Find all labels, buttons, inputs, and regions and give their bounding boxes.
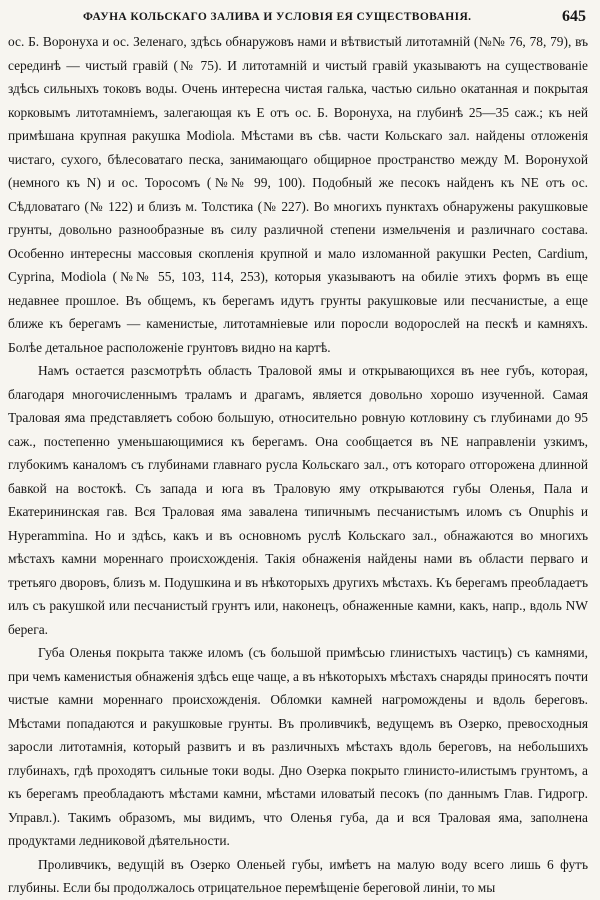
- page-number: 645: [562, 8, 586, 25]
- paragraph-continued: ос. Б. Воронуха и ос. Зеленаго, здѣсь обнаружовъ нами и вѣтвистый литотамній (№№ 76, 78, 79), въ серединѣ — чистый гравій (№ 75). И литотамній и чистый гравій указываютъ на существованіе здѣсь сильныхъ токовъ воды. Очень интересна чистая галька, частью сильно окатанная и покрытая корковымъ литотамніемъ, залегающая къ Е отъ ос. Б. Воронуха, на глубинѣ 25—35 саж.; къ ней примѣшана крупная ракушка Modiola. Мѣстами въ сѣв. части Кольскаго зал. найдены отложенія чистаго, сухого, бѣлесоватаго песка, занимающаго общирное пространство между М. Воронухой (немного къ N) и ос. Торосомъ (№№ 99, 100). Подобный же песокъ найденъ къ NE отъ ос. Сѣдловатаго (№ 122) и близъ м. Толстика (№ 227). Во многихъ пунктахъ обнаружены ракушковые грунты, довольно разнообразные въ силу различной степени измельченія и различнаго состава. Особенно интересны массовыя скопленія крупной и мало изломанной ракушки Pecten, Cardium, Cyprina, Modiola (№№ 55, 103, 114, 253), которыя указываютъ на обиліе этихъ формъ въ еще недавнее прошлое. Въ общемъ, къ берегамъ идутъ грунты ракушковые или песчанистые, а еще ближе къ берегамъ — каменистые, литотамніевые или поросли водорослей на пескѣ и камняхъ. Болѣе детальное расположеніе грунтовъ видно на картѣ.: [8, 34, 588, 355]
- paragraph-tralovaya-yama: Намъ остается разсмотрѣть область Траловой ямы и открывающихся въ нее губъ, которая, благодаря многочисленнымъ траламъ и драгамъ, является довольно хорошо изученной. Самая Траловая яма представляетъ собою большую, относительно ровную котловину съ глубинами до 95 саж., постепенно уменьшающимися къ берегамъ. Она сообщается въ NE направленіи узкимъ, глубокимъ каналомъ съ глубинами главнаго русла Кольскаго зал., отъ котораго отгорожена длинной бавкой на востокѣ. Съ запада и юга въ Траловую яму открываются губы Оленья, Пала и Екатерининская гав. Вся Траловая яма завалена типичнымъ песчанистымъ иломъ съ Onuphis и Hyperammina. Но и здѣсь, какъ и въ основномъ руслѣ Кольскаго зал., обнажаются во многихъ мѣстахъ камни мореннаго происхожденія. Такія обнаженія найдены нами въ области перваго и третьяго дворовъ, близъ м. Подушкина и въ нѣкоторыхъ другихъ мѣстахъ. Къ берегамъ преобладаетъ илъ съ ракушкой или песчанистый грунтъ или, наконецъ, обнаженные камни, какъ, напр., вдоль NW берега.: [8, 363, 588, 637]
- running-title: ФАУНА КОЛЬСКАГО ЗАЛИВА И УСЛОВІЯ ЕЯ СУЩЕСТВОВАНІЯ.: [83, 11, 472, 23]
- paragraph-prolivchik: Проливчикъ, ведущій въ Озерко Оленьей губы, имѣетъ на малую воду всего лишь 6 футъ глубины. Если бы продолжалось отрицательное перемѣщеніе береговой линіи, то мы: [8, 856, 588, 895]
- page-body: [8, 30, 588, 900]
- paragraph-guba-olenya: Губа Оленья покрыта также иломъ (съ большой примѣсью глинистыхъ частицъ) съ камнями, при чемъ каменистыя обнаженія здѣсь еще чаще, а въ нѣкоторыхъ мѣстахъ снаряды приносятъ почти чистые камни мореннаго происхожденія. Обломки камней нагромождены и вдоль береговъ. Мѣстами попадаются и ракушковые грунты. Въ проливчикѣ, ведущемъ въ Озерко, превосходныя заросли литотамнія, который развитъ и въ различныхъ мѣстахъ вдоль береговъ, на небольшихъ глубинахъ, гдѣ проходятъ сильные токи воды. Дно Озерка покрыто глинисто-илистымъ грунтомъ, а къ берегамъ преобладаютъ мѣстами камни, мѣстами иловатый песокъ (по даннымъ Глав. Гидрогр. Управл.). Такимъ образомъ, мы видимъ, что Оленья губа, да и вся Траловая яма, заполнена продуктами ледниковой дѣятельности.: [8, 645, 588, 848]
- page-header: [8, 8, 588, 30]
